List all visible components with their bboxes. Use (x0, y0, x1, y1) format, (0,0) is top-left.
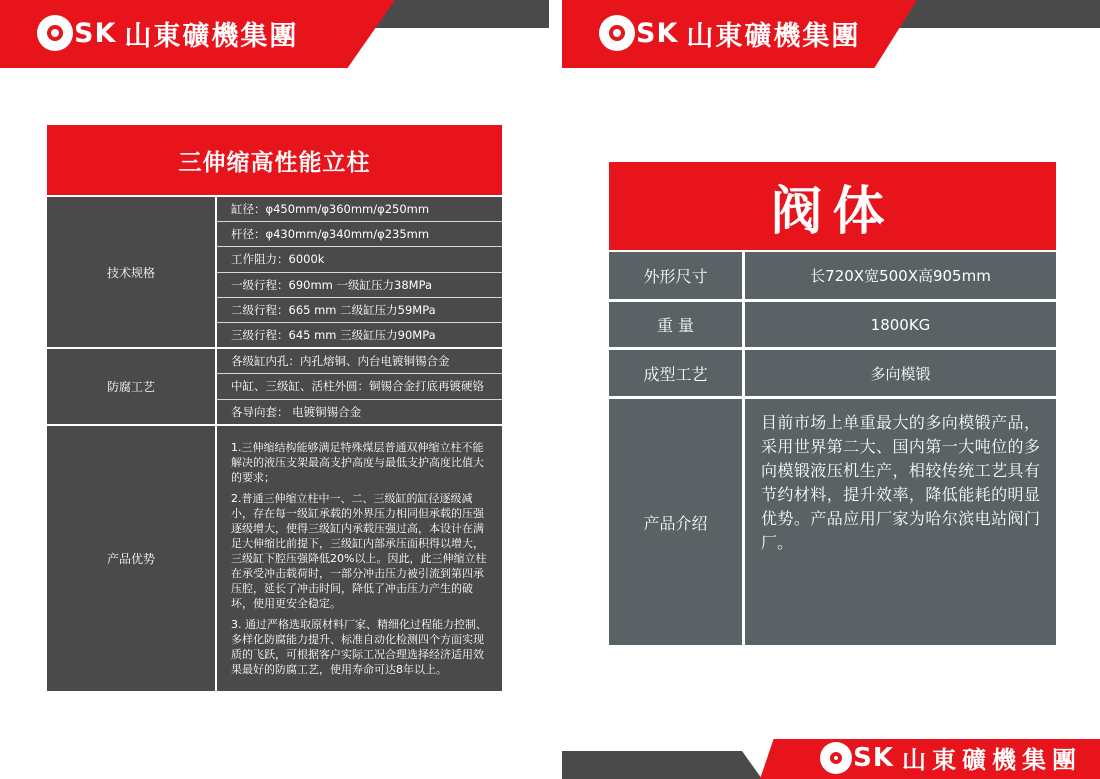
logo-sk-text: SK (74, 17, 117, 49)
row-value: 1800KG (870, 315, 931, 334)
spec-row: 各级缸内孔：内孔熔铜、内台电镀铜锡合金 (231, 354, 450, 369)
section-label: 防腐工艺 (47, 349, 217, 424)
footer-gray-band (562, 739, 762, 779)
gear-icon (823, 745, 849, 771)
right-page (562, 0, 1100, 779)
logo-sk-text: SK (853, 742, 894, 773)
product-title: 三伸缩高性能立柱 (47, 125, 502, 195)
footer-brand-logo (823, 740, 1082, 775)
spec-table (47, 197, 502, 691)
section-anticorrosion (47, 347, 502, 424)
table-row (609, 299, 1056, 347)
advantage-paragraph: 1.三伸缩结构能够满足特殊煤层普通双伸缩立柱不能解决的液压支架最高支护高度与最低支护高度比值大的要求； (231, 440, 484, 484)
spec-row: 各导向套： 电镀铜锡合金 (217, 399, 502, 424)
row-value: 多向模锻 (870, 364, 931, 383)
section-advantages (47, 424, 502, 691)
spec-row: 中缸、三级缸、活柱外圆：铜锡合金打底再镀硬铬 (217, 373, 502, 398)
brand-logo (602, 14, 860, 52)
row-label: 产品介绍 (609, 399, 745, 645)
row-value: 长720X宽500X高905mm (810, 267, 991, 285)
row-label: 成型工艺 (609, 350, 745, 396)
table-row (609, 396, 1056, 645)
spec-row: 一级行程：690mm 一级缸压力38MPa (217, 272, 502, 297)
spec-row: 二级行程：665 mm 二级缸压力59MPa (217, 297, 502, 322)
table-row (609, 252, 1056, 299)
valve-spec-table (609, 252, 1056, 645)
product-description: 目前市场上单重最大的多向模锻产品，采用世界第二大、国内第一大吨位的多向模锻液压机生产，相较传统工艺具有节约材料，提升效率，降低能耗的明显优势。产品应用厂家为哈尔滨电站阀门厂。 (761, 413, 1040, 552)
row-label: 外形尺寸 (609, 252, 745, 299)
brand-logo (40, 14, 298, 52)
logo-company-name: 山東礦機集團 (124, 20, 299, 52)
advantage-paragraph: 2.普通三伸缩立柱中一、二、三级缸的缸径逐级减小，存在每一级缸承载的外界压力相同但承载的压强逐级增大，使得三级缸内承载压强过高，本设计在满足大伸缩比前提下，三级缸内部承压面积得以增大，三级缸下腔压强降低20%以上。因此，此三伸缩立柱在承受冲击载荷时，一部分冲击压力被引流到第四承压腔，延长了冲击时间，降低了冲击压力产生的破坏，使用更安全稳定。 (231, 491, 487, 610)
spec-row: 缸径：φ450mm/φ360mm/φ250mm (231, 202, 430, 216)
spec-row: 三级行程：645 mm 三级缸压力90MPa (217, 322, 502, 347)
page-gutter (549, 0, 562, 779)
section-label: 产品优势 (47, 426, 217, 691)
advantage-paragraph: 3. 通过严格选取原材料厂家、精细化过程能力控制、多样化防腐能力提升、标准自动化检测四个方面实现质的飞跃，可根据客户实际工况合理选择经济适用效果最好的防腐工艺，使用寿命可达8年以上。 (231, 617, 487, 676)
left-page (0, 0, 549, 779)
table-row (609, 347, 1056, 396)
gear-icon (40, 18, 70, 48)
row-label: 重 量 (609, 302, 745, 347)
gear-icon (602, 18, 632, 48)
section-tech-spec (47, 197, 502, 347)
product-title: 阀体 (609, 162, 1056, 250)
spec-row: 杆径：φ430mm/φ340mm/φ235mm (217, 221, 502, 246)
logo-sk-text: SK (636, 17, 679, 49)
logo-company-name: 山東礦機集團 (902, 745, 1082, 774)
spec-row: 工作阻力：6000k (217, 246, 502, 271)
section-label: 技术规格 (47, 197, 217, 347)
logo-company-name: 山東礦機集團 (686, 20, 861, 52)
